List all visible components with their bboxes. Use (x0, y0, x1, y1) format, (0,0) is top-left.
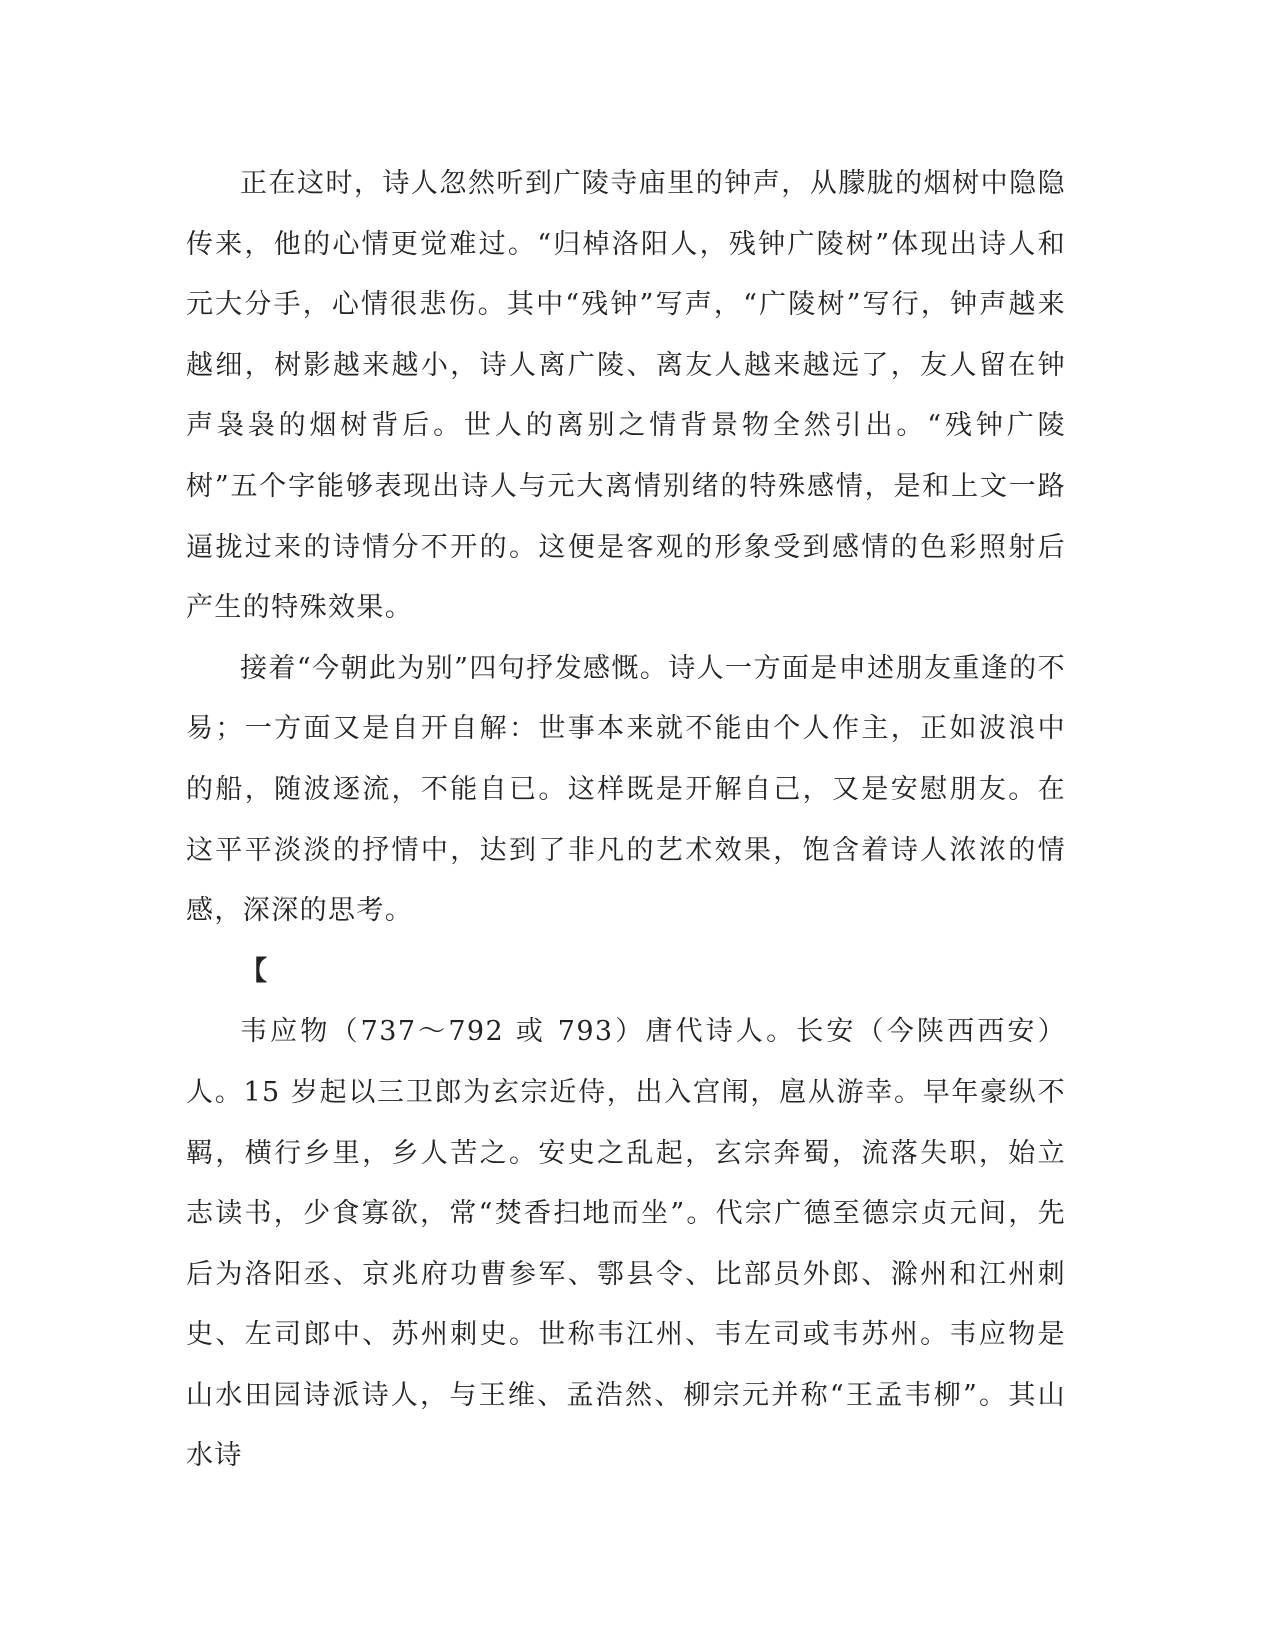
paragraph-author-bio: 韦应物（737～792 或 793）唐代诗人。长安（今陕西西安）人。15 岁起以三卫郎为玄宗近侍，出入宫闱，扈从游幸。早年豪纵不羁，横行乡里，乡人苦之。安史之乱起，玄宗奔蜀，流落失职，始立志读书，少食寡欲，常“焚香扫地而坐”。代宗广德至德宗贞元间，先后为洛阳丞、京兆府功曹参军、鄠县令、比部员外郎、滁州和江州刺史、左司郎中、苏州刺史。世称韦江州、韦左司或韦苏州。韦应物是山水田园诗派诗人，与王维、孟浩然、柳宗元并称“王孟韦柳”。其山水诗 (186, 1016, 1066, 1472)
paragraph-gan-kai: 接着“今朝此为别”四句抒发感慨。诗人一方面是申述朋友重逢的不易；一方面又是自开自解：世事本来就不能由个人作主，正如波浪中的船，随波逐流，不能自已。这样既是开解自己，又是安慰朋友。在这平平淡淡的抒情中，达到了非凡的艺术效果，饱含着诗人浓浓的情感，深深的思考。 (186, 652, 1066, 927)
document-body (186, 154, 1066, 1487)
section-heading-bracket: 【 (240, 955, 269, 987)
paragraph-zhong-sheng: 正在这时，诗人忽然听到广陵寺庙里的钟声，从朦胧的烟树中隐隐传来，他的心情更觉难过。“归棹洛阳人，残钟广陵树”体现出诗人和元大分手，心情很悲伤。其中“残钟”写声，“广陵树”写行，钟声越来越细，树影越来越小，诗人离广陵、离友人越来越远了，友人留在钟声袅袅的烟树背后。世人的离别之情背景物全然引出。“残钟广陵树”五个字能够表现出诗人与元大离情别绪的特殊感情，是和上文一路逼拢过来的诗情分不开的。这便是客观的形象受到感情的色彩照射后产生的特殊效果。 (186, 168, 1066, 624)
